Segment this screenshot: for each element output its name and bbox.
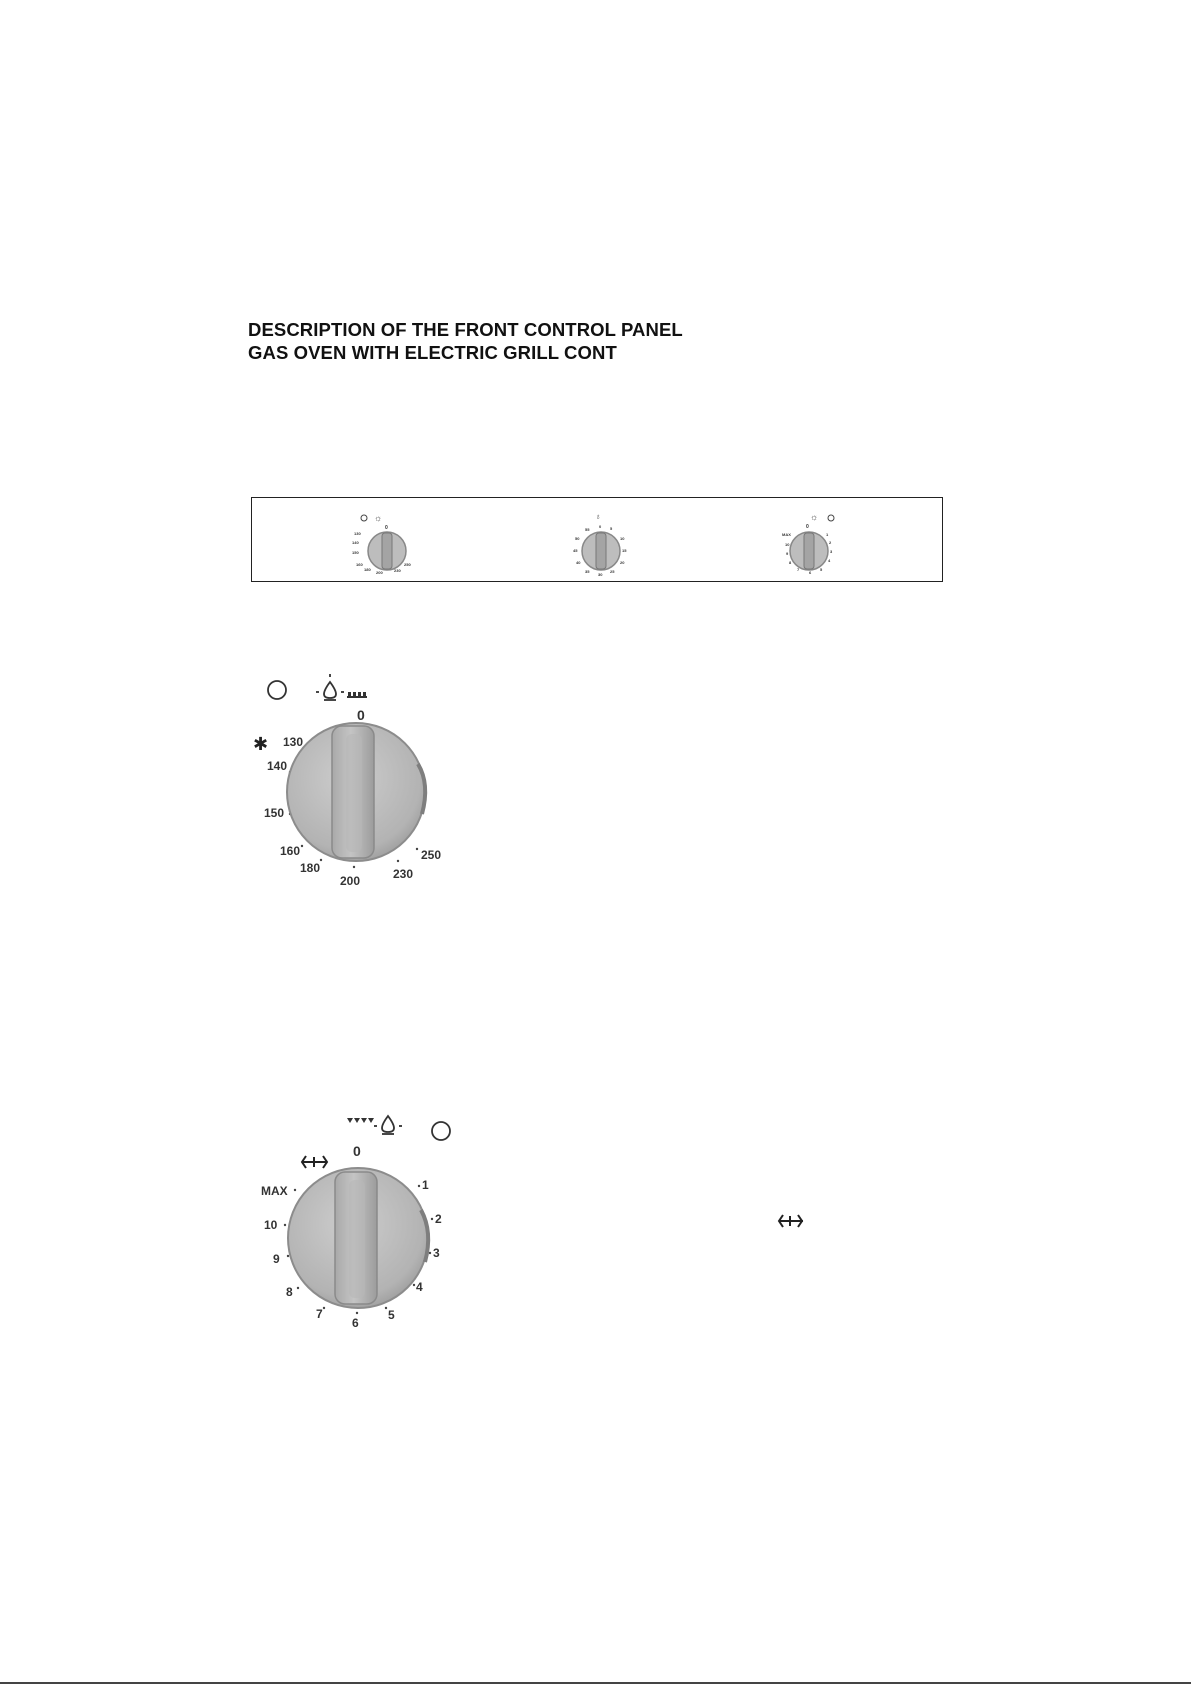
oven-label-130: 130 [283, 735, 304, 749]
grill-label-6: 6 [352, 1316, 359, 1330]
rotisserie-icon [302, 1156, 327, 1168]
panel-oven-lamp-icon: ☼ [374, 513, 383, 523]
panel-grill-8: 8 [789, 560, 792, 565]
grill-label-4: 4 [416, 1280, 423, 1294]
panel-timer-30: 30 [598, 572, 603, 577]
panel-grill-0: 0 [806, 524, 809, 530]
indicator-light-icon [268, 681, 286, 699]
panel-grill-lamp-icon: ☼ [810, 512, 819, 522]
panel-grill-1: 1 [826, 532, 829, 537]
oven-label-140: 140 [267, 759, 288, 773]
grill-knob-zero: 0 [353, 1143, 361, 1159]
panel-oven-250: 250 [404, 562, 411, 567]
oven-label-250: 250 [421, 848, 442, 862]
panel-grill-5: 5 [820, 567, 823, 572]
panel-timer-0: 0 [599, 524, 602, 529]
grill-knob[interactable] [288, 1168, 428, 1308]
panel-grill-6: 6 [809, 570, 812, 575]
panel-oven-knob[interactable] [352, 513, 411, 575]
grill-label-max: MAX [261, 1184, 288, 1198]
oven-thermostat-knob[interactable] [287, 723, 425, 861]
oven-label-150: 150 [264, 806, 285, 820]
panel-timer-20: 20 [620, 560, 625, 565]
panel-timer-25: 25 [610, 569, 615, 574]
section-heading [248, 318, 683, 364]
grill-label-8: 8 [286, 1285, 293, 1299]
panel-timer-bell-icon: ♁ [595, 512, 601, 521]
panel-grill-10: 10 [785, 542, 790, 547]
panel-grill-4: 4 [828, 558, 831, 563]
lamp-icon [374, 1116, 402, 1134]
panel-oven-130: 130 [354, 531, 361, 536]
panel-oven-160: 160 [356, 562, 363, 567]
panel-grill-max: MAX [782, 532, 791, 537]
heading-line-2: GAS OVEN WITH ELECTRIC GRILL CONT [248, 342, 617, 363]
panel-timer-50: 50 [575, 536, 580, 541]
grill-label-1: 1 [422, 1178, 429, 1192]
panel-timer-15: 15 [622, 548, 627, 553]
panel-timer-knob[interactable] [573, 512, 627, 577]
star-icon: ✱ [253, 734, 269, 755]
panel-oven-200: 200 [376, 570, 383, 575]
oven-label-180: 180 [300, 861, 321, 875]
rotisserie-icon [776, 1212, 806, 1230]
panel-oven-zero: 0 [385, 525, 388, 531]
oven-knob-figure [250, 668, 460, 898]
panel-timer-10: 10 [620, 536, 625, 541]
panel-grill-2: 2 [829, 540, 832, 545]
panel-oven-230: 230 [394, 568, 401, 573]
panel-oven-150: 150 [352, 550, 359, 555]
oven-knob-zero: 0 [357, 707, 365, 723]
grill-label-9: 9 [273, 1252, 280, 1266]
page-bottom-rule [0, 1682, 1191, 1684]
grill-element-icon [347, 1118, 374, 1123]
panel-timer-55: 55 [585, 527, 590, 532]
grill-label-7: 7 [316, 1307, 323, 1321]
lamp-icon [316, 674, 344, 700]
panel-timer-45: 45 [573, 548, 578, 553]
oven-label-230: 230 [393, 867, 414, 881]
oven-label-160: 160 [280, 844, 301, 858]
grill-label-5: 5 [388, 1308, 395, 1322]
gas-flame-icon [347, 692, 367, 698]
grill-knob-figure [254, 1110, 474, 1340]
indicator-light-icon [432, 1122, 450, 1140]
grill-label-3: 3 [433, 1246, 440, 1260]
panel-oven-140: 140 [352, 540, 359, 545]
panel-grill-9: 9 [786, 551, 789, 556]
panel-grill-3: 3 [830, 549, 833, 554]
panel-oven-180: 180 [364, 567, 371, 572]
front-control-panel [251, 497, 943, 582]
panel-grill-knob[interactable] [782, 512, 834, 575]
heading-line-1: DESCRIPTION OF THE FRONT CONTROL PANEL [248, 319, 683, 340]
oven-label-200: 200 [340, 874, 361, 888]
grill-label-2: 2 [435, 1212, 442, 1226]
panel-timer-35: 35 [585, 569, 590, 574]
panel-grill-7: 7 [797, 567, 800, 572]
grill-label-10: 10 [264, 1218, 278, 1232]
panel-timer-5: 5 [610, 526, 613, 531]
panel-timer-40: 40 [576, 560, 581, 565]
